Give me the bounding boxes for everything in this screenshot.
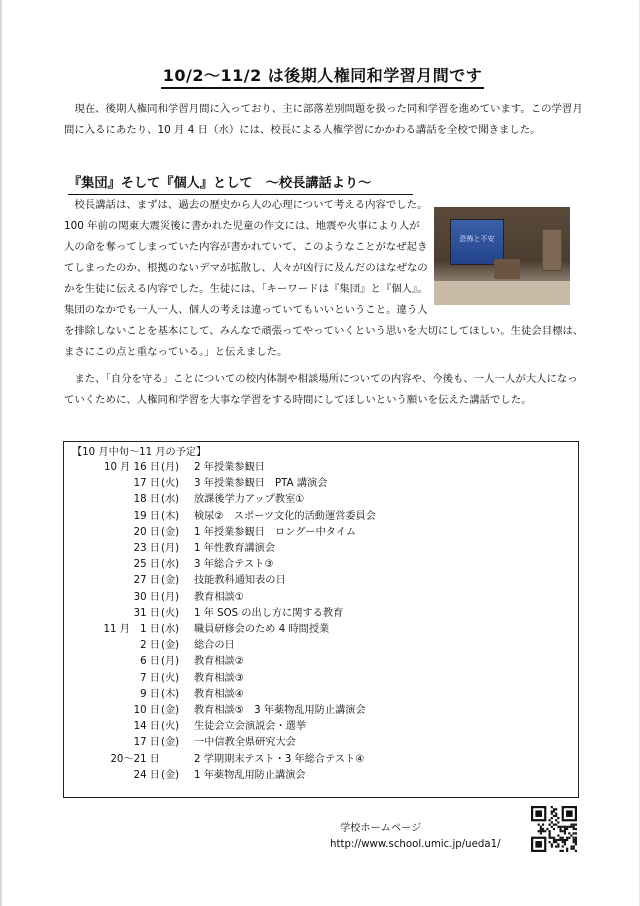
qr-module: [566, 837, 568, 839]
qr-module: [549, 832, 551, 834]
schedule-row: [64, 752, 578, 768]
page-title-wrap: [150, 66, 495, 89]
qr-module: [564, 839, 566, 841]
schedule-event: 3 年授業参観日 PTA 講演会: [194, 478, 328, 490]
schedule-event: 教育相談①: [194, 591, 244, 603]
qr-module: [566, 848, 568, 850]
schedule-day-of-week: (月): [161, 656, 180, 668]
schedule-date: 20 日: [133, 526, 160, 538]
section-heading: 『集団』そして『個人』として ～校長講話より～: [68, 175, 413, 195]
qr-module: [542, 828, 544, 830]
schedule-day-of-week: (火): [161, 672, 180, 684]
schedule-day-of-week: (水): [161, 559, 180, 571]
schedule-event: 放課後学力アップ教室①: [194, 494, 305, 506]
qr-module: [551, 817, 553, 819]
qr-module: [573, 826, 575, 828]
qr-module: [540, 828, 542, 830]
photo-door: [542, 229, 562, 271]
schedule-day-of-week: (金): [161, 705, 180, 716]
qr-module: [553, 839, 555, 841]
qr-module: [573, 837, 575, 839]
schedule-day-of-week: (木): [161, 688, 180, 700]
qr-module: [575, 832, 577, 834]
schedule-row: [64, 638, 578, 654]
talk-paragraph-column: [64, 195, 428, 321]
schedule-event: 生徒会立会演説会・選挙: [194, 721, 307, 733]
schedule-row: [64, 687, 578, 703]
schedule-day-of-week: (金): [161, 575, 180, 587]
schedule-row: [64, 671, 578, 687]
schedule-row: [64, 509, 578, 525]
qr-module: [566, 826, 568, 828]
qr-module: [575, 839, 577, 841]
qr-module: [546, 828, 548, 830]
assembly-photo: [434, 207, 570, 305]
qr-module: [562, 830, 564, 832]
schedule-event: 教育相談②: [194, 656, 244, 668]
qr-module: [570, 834, 572, 836]
schedule-day-of-week: (木): [161, 510, 180, 522]
qr-module: [559, 830, 561, 832]
talk-paragraph-continued: [64, 321, 584, 363]
schedule-row: [64, 590, 578, 606]
schedule-day-of-week: (火): [161, 721, 180, 733]
qr-module: [549, 841, 551, 843]
qr-module: [568, 837, 570, 839]
schedule-row: [64, 541, 578, 557]
schedule-row: [64, 460, 578, 476]
qr-module: [559, 828, 561, 830]
qr-module: [557, 834, 559, 836]
schedule-date: 7 日: [140, 672, 160, 684]
schedule-date: 11 月 1 日: [103, 624, 160, 635]
qr-module: [575, 824, 577, 826]
schedule-title: 【10 月中旬～11 月の予定】: [72, 447, 207, 458]
qr-module: [570, 845, 572, 847]
schedule-event: 教育相談⑤ 3 年薬物乱用防止講演会: [194, 705, 366, 716]
qr-module: [555, 839, 557, 841]
qr-module: [564, 828, 566, 830]
qr-module: [549, 824, 551, 826]
qr-module: [562, 837, 564, 839]
qr-module: [559, 826, 561, 828]
schedule-date: 25 日: [133, 559, 160, 571]
qr-module: [555, 819, 557, 821]
schedule-event: 2 年授業参観日: [194, 462, 265, 473]
schedule-row: [64, 492, 578, 508]
qr-module: [535, 810, 542, 817]
qr-module: [553, 815, 555, 817]
schedule-row: [64, 768, 578, 784]
qr-module: [570, 824, 572, 826]
schedule-date: 9 日: [140, 688, 160, 700]
schedule-date: 23 日: [133, 543, 160, 554]
qr-module: [575, 841, 577, 843]
qr-module: [553, 810, 555, 812]
qr-module: [551, 837, 553, 839]
qr-module: [562, 841, 564, 843]
qr-code-graphic: [531, 806, 577, 852]
qr-module: [573, 824, 575, 826]
schedule-day-of-week: (金): [161, 737, 180, 749]
qr-module: [568, 832, 570, 834]
photo-floor: [434, 281, 570, 305]
schedule-date: 2 日: [140, 640, 160, 652]
schedule-row: [64, 525, 578, 541]
schedule-day-of-week: (金): [161, 769, 180, 781]
qr-module: [549, 834, 551, 836]
qr-module: [553, 824, 555, 826]
qr-module: [570, 848, 572, 850]
qr-module: [573, 848, 575, 850]
schedule-date: 10 日: [133, 705, 160, 716]
schedule-day-of-week: (月): [161, 462, 180, 473]
qr-module: [564, 832, 566, 834]
schedule-row: [64, 622, 578, 638]
qr-module: [557, 817, 559, 819]
schedule-row: [64, 573, 578, 589]
schedule-day-of-week: (金): [161, 640, 180, 652]
qr-module: [564, 841, 566, 843]
schedule-date: 6 日: [140, 656, 160, 668]
qr-code-icon[interactable]: [531, 806, 577, 852]
qr-module: [559, 837, 561, 839]
qr-module: [544, 830, 546, 832]
schedule-day-of-week: (金): [161, 526, 180, 538]
qr-module: [555, 813, 557, 815]
schedule-event: 3 年総合テスト③: [194, 559, 274, 571]
schedule-date: 27 日: [133, 575, 160, 587]
schedule-event: 1 年授業参観日 ロングー中タイム: [194, 526, 357, 538]
schedule-row: [64, 557, 578, 573]
schedule-date: 19 日: [133, 510, 160, 522]
schedule-box: [63, 441, 579, 798]
qr-module: [551, 821, 553, 823]
schedule-row: [64, 476, 578, 492]
schedule-event: 1 年 SOS の出し方に関する教育: [194, 607, 344, 619]
photo-lectern: [494, 259, 520, 279]
qr-module: [555, 815, 557, 817]
schedule-event: 1 年薬物乱用防止講演会: [194, 769, 306, 781]
qr-module: [573, 832, 575, 834]
qr-module: [542, 830, 544, 832]
qr-module: [549, 830, 551, 832]
qr-module: [557, 845, 559, 847]
qr-module: [555, 808, 557, 810]
schedule-date: 17 日: [133, 478, 160, 490]
talk-paragraph-text: 校長講話は、まずは、過去の歴史から人の心理について考える内容でした。100 年前の関東大震災後に書かれた児童の作文には、地震や火事により人が人の命を奪ってしまっていた内容が書かれていて、このようなことがなぜ起きてしまったのか、根拠のないデマが拡散し、人々が凶行に及んだのはなぜなのかを生徒に伝える内容でした。生徒には、「キーワードは『集団』と『個人』。集団のなかでも一人一人、個人の考えは違っていてもいいということ。違う人: [64, 199, 428, 316]
qr-module: [555, 845, 557, 847]
qr-module: [553, 828, 555, 830]
talk-paragraph-continued-text: を排除しないことを基本にして、みんなで頑張ってやっていくという思いを大切にしてほしい。生徒会目標は、まさにこの点と重なっている。」と伝えました。: [64, 325, 584, 358]
qr-module: [553, 808, 555, 810]
schedule-event: 総合の日: [194, 640, 235, 652]
qr-module: [557, 843, 559, 845]
qr-module: [551, 843, 553, 845]
schedule-row: [64, 719, 578, 735]
schedule-day-of-week: (月): [161, 591, 180, 603]
qr-module: [562, 850, 564, 852]
qr-module: [557, 826, 559, 828]
schedule-row: [64, 703, 578, 719]
qr-module: [553, 837, 555, 839]
homepage-label: 学校ホームページ: [340, 823, 422, 834]
qr-module: [551, 813, 553, 815]
qr-module: [551, 826, 553, 828]
schedule-day-of-week: (火): [161, 478, 180, 490]
qr-module: [566, 810, 573, 817]
schedule-date: 17 日: [133, 737, 160, 749]
qr-module: [559, 850, 561, 852]
schedule-row: [64, 606, 578, 622]
qr-module: [573, 845, 575, 847]
homepage-url[interactable]: http://www.school.umic.jp/ueda1/: [330, 839, 501, 850]
schedule-day-of-week: (水): [161, 494, 180, 506]
qr-module: [562, 839, 564, 841]
qr-module: [568, 826, 570, 828]
qr-module: [566, 839, 568, 841]
schedule-event: 職員研修会のため 4 時間授業: [194, 624, 330, 635]
schedule-date: 24 日: [133, 769, 160, 781]
schedule-row: [64, 735, 578, 751]
qr-module: [564, 830, 566, 832]
page-edge: [0, 0, 2, 906]
qr-module: [573, 828, 575, 830]
qr-module: [564, 843, 566, 845]
schedule-event: 1 年性教育講演会: [194, 543, 276, 554]
qr-module: [555, 841, 557, 843]
schedule-date: 18 日: [133, 494, 160, 506]
qr-module: [551, 806, 553, 808]
qr-module: [575, 850, 577, 852]
qr-module: [575, 837, 577, 839]
qr-module: [573, 841, 575, 843]
qr-module: [555, 824, 557, 826]
qr-module: [540, 826, 542, 828]
qr-module: [566, 828, 568, 830]
qr-module: [575, 828, 577, 830]
qr-module: [538, 824, 540, 826]
schedule-date: 31 日: [133, 607, 160, 619]
talk-paragraph-2: また、「自分を守る」ことについての校内体制や相談場所についての内容や、今後も、一人一人が大人になっていくために、人権同和学習を大事な学習をする時間にしてほしいという願いを伝えた講話でした。: [64, 373, 578, 406]
qr-module: [535, 841, 542, 848]
qr-module: [562, 826, 564, 828]
schedule-date: 30 日: [133, 591, 160, 603]
qr-module: [551, 845, 553, 847]
qr-module: [540, 830, 542, 832]
schedule-event: 一中信教全県研究大会: [194, 737, 296, 749]
qr-module: [553, 841, 555, 843]
qr-module: [573, 839, 575, 841]
qr-module: [570, 826, 572, 828]
schedule-event: 教育相談④: [194, 688, 244, 700]
intro-paragraph: 現在、後期人権同和学習月間に入っており、主に部落差別問題を扱った同和学習を進めています。この学習月間に入るにあたり、10 月 4 日（水）には、校長による人権学習にかかわる講話を全校で聞きました。: [64, 103, 583, 136]
schedule-event: 検尿② スポーツ文化的活動運営委員会: [194, 510, 376, 522]
schedule-event: 教育相談③: [194, 672, 244, 684]
qr-module: [559, 839, 561, 841]
qr-module: [551, 810, 553, 812]
schedule-row: [64, 654, 578, 670]
qr-module: [564, 826, 566, 828]
qr-module: [575, 843, 577, 845]
schedule-day-of-week: (火): [161, 607, 180, 619]
screen-text: 恐怖と不安: [459, 235, 495, 243]
page-title: 10/2～11/2 は後期人権同和学習月間です: [161, 66, 485, 89]
schedule-day-of-week: (水): [161, 624, 180, 635]
schedule-date: 10 月 16 日: [103, 462, 160, 473]
schedule-date: 14 日: [133, 721, 160, 733]
schedule-date: 20～21 日: [110, 753, 160, 765]
schedule-day-of-week: (月): [161, 543, 180, 554]
qr-module: [542, 824, 544, 826]
qr-module: [549, 837, 551, 839]
qr-module: [538, 830, 540, 832]
schedule-event: 2 学期期末テスト・3 年総合テスト④: [194, 753, 365, 765]
qr-module: [557, 839, 559, 841]
qr-module: [540, 832, 542, 834]
qr-module: [566, 850, 568, 852]
qr-module: [549, 819, 551, 821]
qr-module: [562, 845, 564, 847]
schedule-event: 技能教科通知表の日: [194, 575, 286, 587]
qr-module: [557, 821, 559, 823]
